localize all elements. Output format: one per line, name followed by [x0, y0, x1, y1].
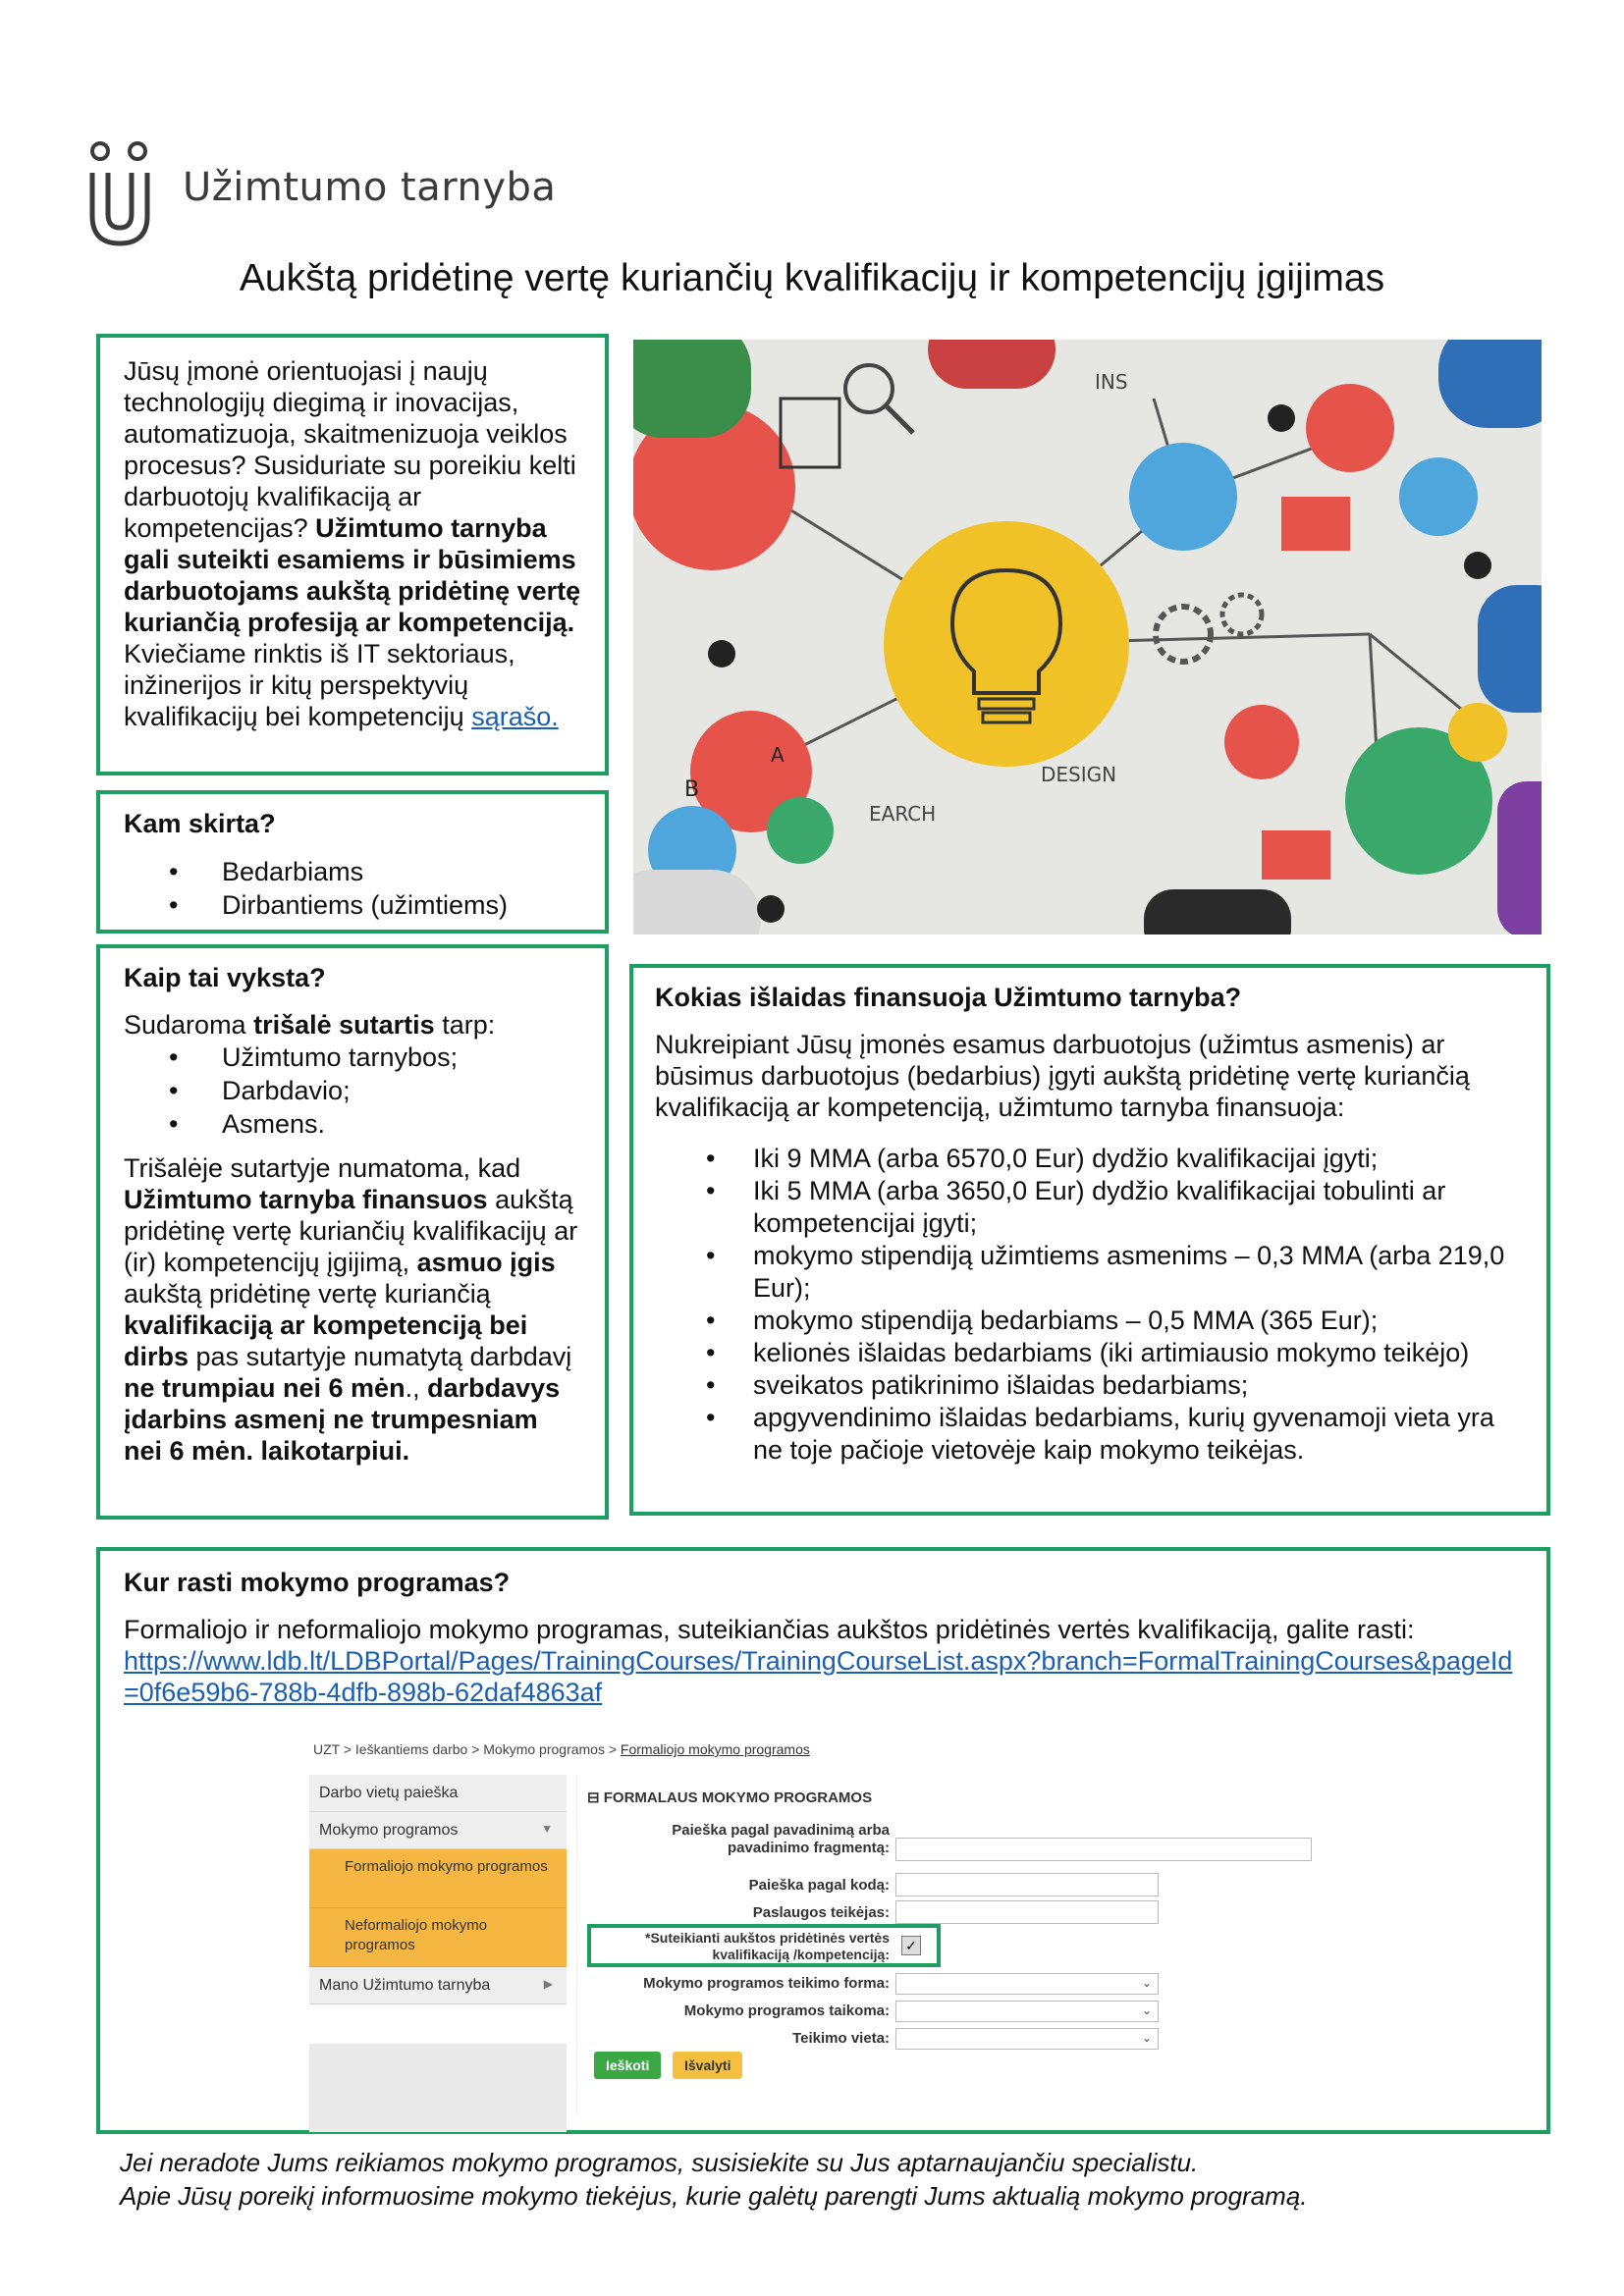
cost-item: • kelionės išlaidas bedarbiams (iki artimiausio mokymo teikėjo) — [655, 1337, 1527, 1369]
portal-screenshot — [309, 1735, 1350, 2111]
sidebar-item-job-search[interactable]: Darbo vietų paieška — [309, 1775, 567, 1812]
how-lead — [124, 1009, 583, 1041]
sidebar-item-formal[interactable]: Formaliojo mokymo programos — [309, 1849, 567, 1908]
footer-note — [120, 2146, 1308, 2213]
cost-item: • Iki 5 MMA (arba 3650,0 Eur) dydžio kvalifikacijai tobulinti ar kompetencijai įgyti; — [655, 1175, 1527, 1240]
intro-paragraph: Jūsų įmonė orientuojasi į naujų technologijų diegimą ir inovacijas, automatizuoja, skaitmenizuoja veiklos procesus? Susiduriate su poreikiu kelti darbuotojų kvalifikaciją ar kompetencijas? — [124, 356, 576, 543]
who-item: • Dirbantiems (užimtiems) — [124, 888, 583, 922]
name-label-1: Paieška pagal pavadinimą arba — [672, 1822, 890, 1839]
who-item: • Bedarbiams — [124, 855, 583, 888]
how-text: ., — [405, 1373, 428, 1403]
high-value-label — [577, 1930, 890, 1963]
how-body — [124, 1152, 583, 1467]
how-bold: asmuo įgis — [416, 1248, 556, 1277]
footer-line: Jei neradote Jums reikiamos mokymo programos, susisiekite su Jus aptarnaujančiu specialistu. — [120, 2148, 1199, 2177]
party-item: • Užimtumo tarnybos; — [124, 1041, 583, 1074]
chevron-down-icon: ⌄ — [1141, 1976, 1152, 1990]
how-text: pas sutartyje numatytą darbdavį — [195, 1342, 572, 1371]
provider-input[interactable] — [895, 1900, 1159, 1924]
hero-label: EARCH — [869, 802, 937, 826]
how-text: aukštą pridėtinę vertę kuriančių kvalifikacijų ar (ir) kompetencijų įgijimą, — [124, 1185, 578, 1277]
target-label: Mokymo programos taikoma: — [683, 2002, 890, 2019]
form-select[interactable] — [895, 1973, 1159, 1995]
chevron-down-icon: ▼ — [541, 1822, 553, 1836]
high-value-label-1: *Suteikianti aukštos pridėtinės vertės — [645, 1930, 890, 1946]
footer-line: Apie Jūsų poreikį informuosime mokymo tiekėjus, kurie galėtų parengti Jums aktualią mokymo programą. — [120, 2181, 1308, 2211]
how-heading: Kaip tai vyksta? — [124, 963, 326, 992]
uzimtumo-logo-icon — [86, 137, 163, 255]
chevron-right-icon: ▶ — [543, 1977, 553, 1991]
where-heading: Kur rasti mokymo programas? — [124, 1568, 511, 1597]
clear-button[interactable]: Išvalyti — [673, 2052, 742, 2079]
hero-label: INS — [1095, 370, 1128, 394]
list-link[interactable]: sąrašo. — [471, 702, 559, 731]
code-label: Paieška pagal kodą: — [748, 1877, 890, 1894]
intro-box — [96, 334, 609, 775]
chevron-down-icon: ⌄ — [1141, 2003, 1152, 2017]
sidebar-item-programs[interactable] — [309, 1812, 567, 1849]
sidebar-item-label: Mano Užimtumo tarnyba — [319, 1977, 491, 1994]
breadcrumb-current[interactable]: Formaliojo mokymo programos — [620, 1741, 810, 1757]
collapse-icon[interactable]: ⊟ — [587, 1789, 604, 1806]
logo-text: Užimtumo tarnyba — [183, 165, 557, 210]
form-title-text: FORMALAUS MOKYMO PROGRAMOS — [603, 1789, 873, 1806]
name-label-2: pavadinimo fragmentą: — [727, 1840, 890, 1856]
party-item: • Asmens. — [124, 1107, 583, 1141]
cost-intro: Nukreipiant Jūsų įmonės esamus darbuotojus (užimtus asmenis) ar būsimus darbuotojus (bedarbius) įgyti aukštą pridėtinę vertę kuriančią kvalifikaciją ar kompetenciją, užimtumo tarnyba finansuoja: — [655, 1030, 1470, 1122]
logo — [86, 137, 597, 255]
how-lead-text: Sudaroma — [124, 1010, 246, 1040]
programs-url-link[interactable]: https://www.ldb.lt/LDBPortal/Pages/TrainingCourses/TrainingCourseList.aspx?branch=FormalTrainingCourses&pageId=0f6e59b6-788b-4dfb-898b-62daf4863af — [124, 1646, 1513, 1707]
place-label: Teikimo vieta: — [792, 2030, 890, 2047]
place-select[interactable] — [895, 2028, 1159, 2050]
how-bold: kvalifikaciją ar kompetenciją bei dirbs — [124, 1310, 528, 1371]
how-lead-text-2: tarp: — [442, 1010, 496, 1040]
name-search-input[interactable] — [895, 1838, 1312, 1861]
hero-label: A — [771, 743, 785, 767]
cost-item: • mokymo stipendiją užimtiems asmenims – 0,3 MMA (arba 219,0 Eur); — [655, 1240, 1527, 1305]
search-button[interactable]: Ieškoti — [594, 2052, 661, 2079]
how-text: aukštą pridėtinę vertę kuriančią — [124, 1279, 491, 1308]
portal-sidebar — [309, 1775, 567, 2132]
sidebar-item-my-account[interactable] — [309, 1967, 567, 2004]
how-box — [96, 944, 609, 1520]
hero-label: DESIGN — [1041, 763, 1117, 786]
hero-label: B — [684, 777, 700, 802]
sidebar-blank — [309, 2044, 567, 2132]
page-title: Aukštą pridėtinę vertę kuriančių kvalifikacijų ir kompetencijų įgijimas — [239, 257, 1385, 299]
breadcrumb — [313, 1741, 810, 1757]
how-text: Trišalėje sutartyje numatoma, kad — [124, 1153, 521, 1183]
intro-paragraph-2: Kviečiame rinktis iš IT sektoriaus, inžinerijos ir kitų perspektyvių kvalifikacijų bei kompetencijų — [124, 639, 515, 731]
how-bold: ne trumpiau nei 6 mėn — [124, 1373, 406, 1403]
chevron-down-icon: ⌄ — [1141, 2031, 1152, 2045]
provider-label: Paslaugos teikėjas: — [752, 1904, 890, 1921]
cost-item: • mokymo stipendiją bedarbiams – 0,5 MMA (365 Eur); — [655, 1305, 1527, 1337]
brainstorm-illustration — [633, 340, 1542, 934]
cost-heading: Kokias išlaidas finansuoja Užimtumo tarnyba? — [655, 983, 1242, 1012]
cost-item: • sveikatos patikrinimo išlaidas bedarbiams; — [655, 1369, 1527, 1402]
cost-box — [629, 964, 1550, 1516]
hero-illustration — [633, 340, 1542, 934]
where-text: Formaliojo ir neformaliojo mokymo programas, suteikiančias aukštos pridėtinės vertės kvalifikaciją, galite rasti: — [124, 1615, 1415, 1644]
cost-item: • Iki 9 MMA (arba 6570,0 Eur) dydžio kvalifikacijai įgyti; — [655, 1143, 1527, 1175]
name-label — [577, 1822, 890, 1857]
who-heading: Kam skirta? — [124, 809, 276, 838]
who-box — [96, 790, 609, 934]
party-item: • Darbdavio; — [124, 1074, 583, 1107]
intro-text — [124, 355, 583, 732]
how-lead-bold: trišalė sutartis — [253, 1010, 435, 1040]
code-search-input[interactable] — [895, 1873, 1159, 1896]
breadcrumb-path: UZT > Ieškantiems darbo > Mokymo programos > — [313, 1741, 621, 1757]
how-bold: darbdavys įdarbins asmenį ne trumpesniam nei 6 mėn. laikotarpiui. — [124, 1373, 561, 1466]
form-label: Mokymo programos teikimo forma: — [643, 1975, 890, 1992]
target-select[interactable] — [895, 2001, 1159, 2022]
sidebar-item-nonformal[interactable]: Neformaliojo mokymo programos — [309, 1908, 567, 1967]
high-value-checkbox[interactable]: ✓ — [901, 1936, 921, 1955]
intro-bold: Užimtumo tarnyba gali suteikti esamiems ir būsimiems darbuotojams aukštą pridėtinę vertę kuriančią profesiją ar kompetenciją. — [124, 513, 581, 637]
form-title — [587, 1789, 872, 1806]
sidebar-item-label: Mokymo programos — [319, 1822, 459, 1839]
high-value-label-2: kvalifikaciją /kompetenciją: — [712, 1947, 890, 1962]
cost-item: • apgyvendinimo išlaidas bedarbiams, kurių gyvenamoji vieta yra ne toje pačioje vietovėje kaip mokymo teikėjas. — [655, 1402, 1527, 1467]
how-bold: Užimtumo tarnyba finansuos — [124, 1185, 488, 1214]
